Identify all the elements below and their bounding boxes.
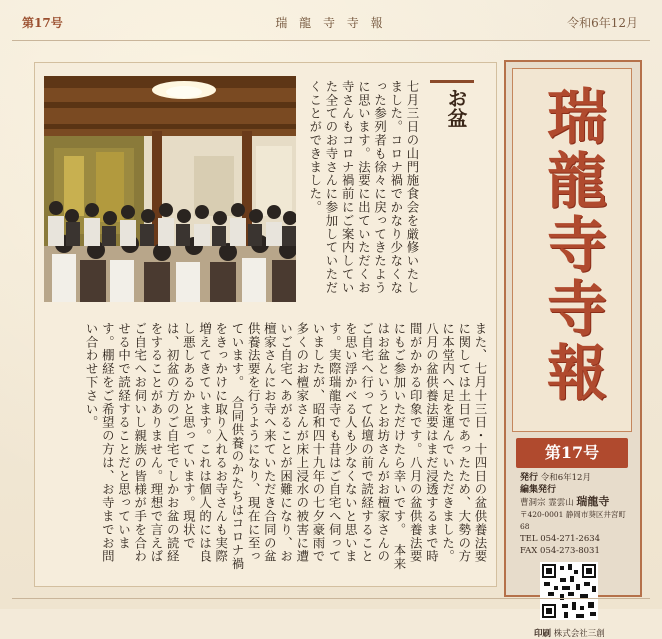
- article-title: お盆: [444, 88, 468, 128]
- page-header: [0, 8, 662, 36]
- printer-label: 印刷: [534, 629, 552, 639]
- masthead: [504, 60, 642, 639]
- temple-address: 〒420-0001 静岡市葵区井宮町68: [520, 510, 626, 531]
- header-paper-name: 瑞 龍 寺 寺 報: [275, 16, 387, 30]
- sect-name: 曹洞宗 霊雲山: [520, 498, 574, 508]
- temple-name: 瑞龍寺: [576, 495, 610, 508]
- publish-date: 令和6年12月: [540, 473, 591, 483]
- article-title-block: [424, 74, 480, 154]
- publisher-info: [520, 472, 630, 557]
- masthead-title-frame: [512, 68, 632, 432]
- publish-label: 発行: [520, 473, 539, 483]
- footer-divider: [12, 598, 650, 599]
- header-divider: [12, 40, 650, 41]
- masthead-title: 瑞龍寺寺報: [537, 85, 607, 405]
- temple-fax: FAX 054-273-8031: [520, 546, 600, 556]
- article-bottom-paragraph: また、七月十三日・十四日の盆供養法要に関しては土日であったため、大勢の方に本堂内へ足を運んでいただきました。八月の盆供養法要はまだ浸透するまで時間がかかる印象です。八月の盆供養法要にもご参加いただけたら幸いです。 本来はお盆というとお坊さんがお檀家さんのご自宅へ行って仏壇の前で読経することを思い浮かべる人も少なくないと思います。実際瑞龍寺でも昔はご自宅へ伺っていましたが、昭和四十九年の七夕豪雨で多くのお檀家さんが床上浸水の被害に遭いご自宅へあがることが困難になり、お檀家さんにお寺へ来ていただき合同の盆供養法要を行うようになり、現在に至っています。 合同供養のかたちはコロナ禍をきっかけに取り入れるお寺さんも実際増えてきています。これは個人的には良し悪しあるかと思っています。現状では、初盆の方のご自宅でしかお盆の読経をすることがありません。理想で言えばご自宅へお伺いし親族の皆様が手を合わせる中で読経することだと思っています。棚経をご希望の方は、お寺までお問い合わせ下さい。: [84, 322, 488, 571]
- header-date: 令和6年12月: [567, 16, 638, 30]
- header-issue: 第17号: [22, 16, 63, 30]
- title-rule: [430, 80, 474, 83]
- printer-name: 株式会社三創: [553, 629, 605, 639]
- printer-info: [534, 627, 634, 639]
- temple-hall-photo: [44, 76, 296, 302]
- editor-label: 編集発行: [520, 485, 557, 495]
- temple-tel: TEL 054-271-2634: [520, 534, 601, 544]
- issue-badge: 第17号: [516, 438, 628, 468]
- article-top-paragraph: 七月三日の山門施食会を厳修いたしました。コロナ禍でかなり少なくなった参列者も徐々に戻ってきたように思います。法要に出ていただくお寺さんもコロナ禍前にご案内していた全てのお寺さんに参加していただくことができました。: [307, 80, 420, 295]
- qr-code: [540, 562, 598, 620]
